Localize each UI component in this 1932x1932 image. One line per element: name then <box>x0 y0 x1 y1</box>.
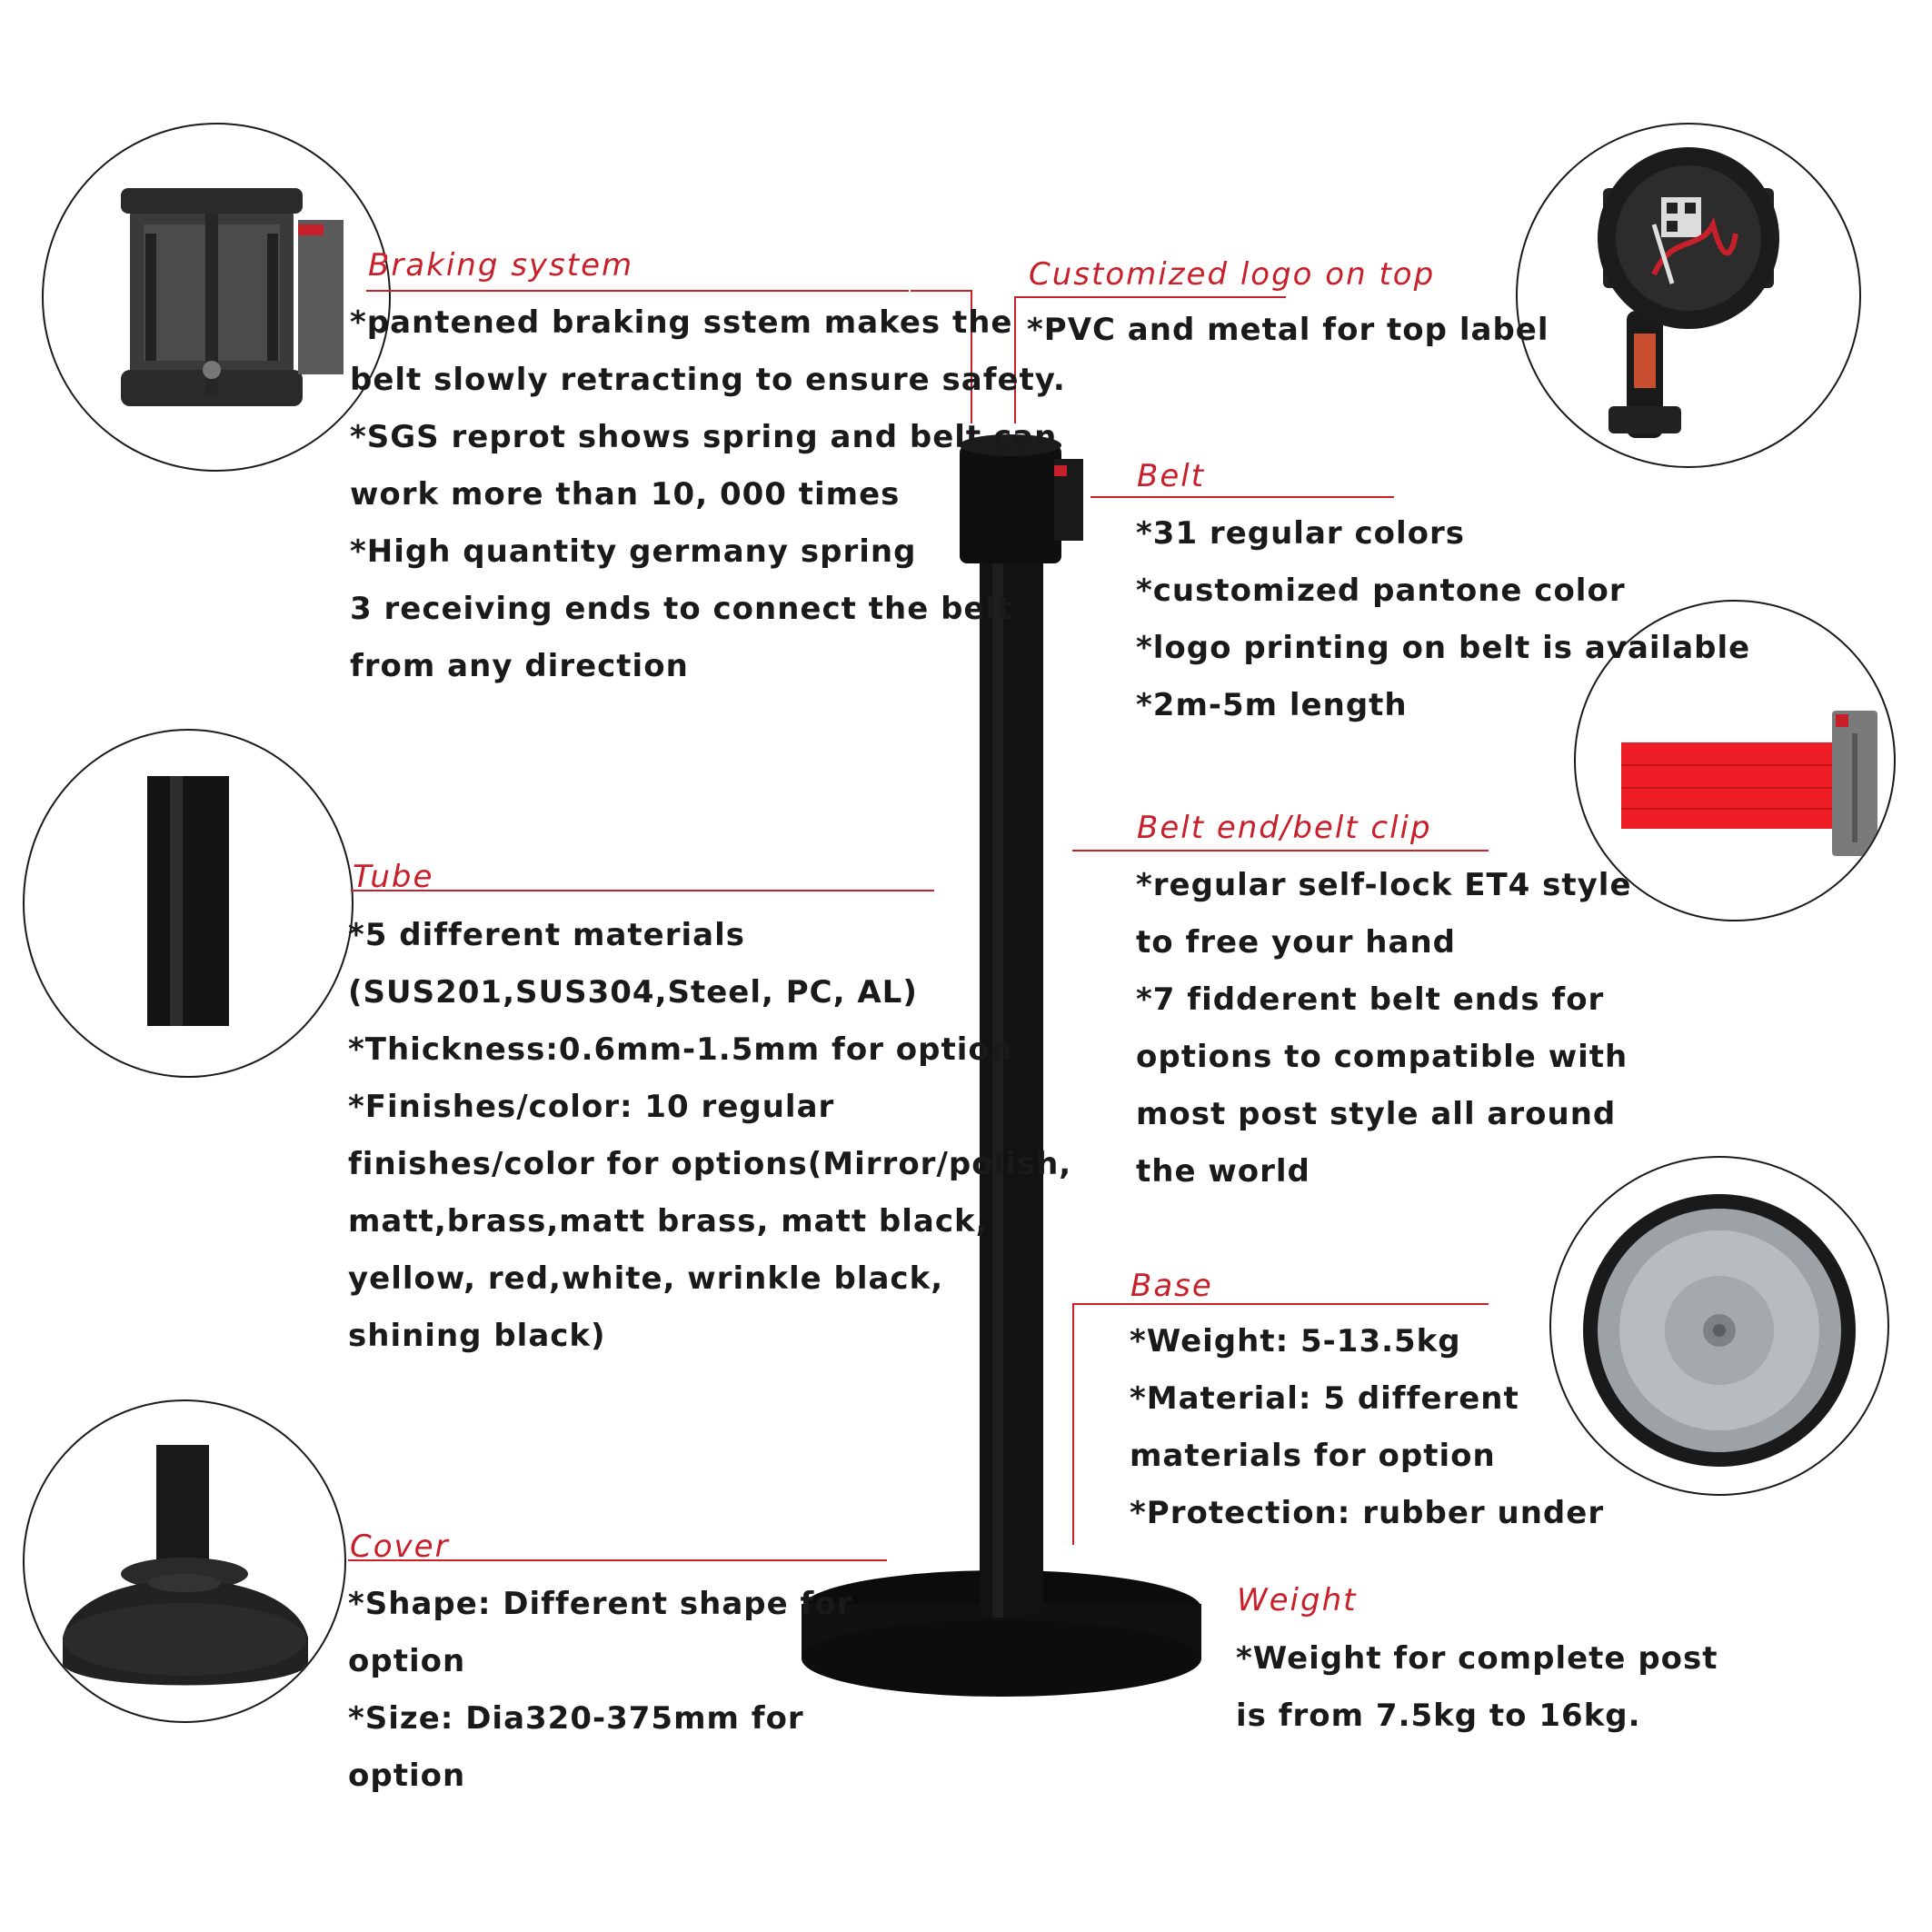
text-line: *Size: Dia320-375mm for <box>348 1700 804 1737</box>
text-line: *7 fidderent belt ends for <box>1136 981 1605 1018</box>
beltend-text <box>1136 857 1632 1200</box>
text-line: *31 regular colors <box>1136 515 1466 552</box>
text-line: *customized pantone color <box>1136 573 1626 609</box>
text-line: *regular self-lock ET4 style <box>1136 867 1632 903</box>
text-line: *Weight for complete post <box>1236 1640 1718 1677</box>
cover-title: Cover <box>350 1529 450 1565</box>
text-line: work more than 10, 000 times <box>350 476 901 513</box>
text-line: *Weight: 5-13.5kg <box>1130 1323 1461 1359</box>
text-line: to free your hand <box>1136 924 1456 961</box>
text-line: *2m-5m length <box>1136 687 1408 723</box>
text-line: *Finishes/color: 10 regular <box>348 1089 835 1125</box>
braking-underline-ext <box>911 290 971 292</box>
text-line: (SUS201,SUS304,Steel, PC, AL) <box>348 974 918 1011</box>
text-line: *logo printing on belt is available <box>1136 630 1751 666</box>
text-line: materials for option <box>1130 1438 1496 1474</box>
text-line: *Shape: Different shape for <box>348 1586 853 1622</box>
text-line: most post style all around <box>1136 1096 1617 1132</box>
text-line: is from 7.5kg to 16kg. <box>1236 1698 1641 1734</box>
text-line: finishes/color for options(Mirror/polish, <box>348 1146 1072 1182</box>
weight-title: Weight <box>1237 1582 1358 1618</box>
tube-title: Tube <box>353 859 434 895</box>
text-line: belt slowly retracting to ensure safety. <box>350 362 1066 398</box>
text-line: matt,brass,matt brass, matt black, <box>348 1203 989 1240</box>
text-line: *pantened braking sstem makes the <box>350 304 1013 341</box>
text-line: from any direction <box>350 648 689 684</box>
beltend-title: Belt end/belt clip <box>1137 810 1432 846</box>
braking-title: Braking system <box>368 247 634 284</box>
text-line: options to compatible with <box>1136 1039 1628 1075</box>
belt-underline <box>1090 496 1394 498</box>
beltend-underline <box>1072 850 1489 851</box>
text-line: *Thickness:0.6mm-1.5mm for option <box>348 1031 1013 1068</box>
logo-title: Customized logo on top <box>1029 256 1436 293</box>
text-line: yellow, red,white, wrinkle black, <box>348 1260 944 1297</box>
text-line: shining black) <box>348 1318 606 1354</box>
base-title: Base <box>1130 1268 1213 1304</box>
tube-text <box>348 907 1071 1365</box>
braking-text <box>350 294 1066 695</box>
text-line: *High quantity germany spring <box>350 533 917 570</box>
braking-underline <box>366 290 909 292</box>
text-line: option <box>348 1758 466 1794</box>
belt-text <box>1136 505 1750 734</box>
logo-text <box>1027 302 1549 359</box>
cover-text <box>348 1576 852 1805</box>
belt-title: Belt <box>1137 458 1206 494</box>
base-text <box>1130 1313 1604 1542</box>
text-line: the world <box>1136 1153 1310 1190</box>
text-line: *SGS reprot shows spring and belt can <box>350 419 1058 455</box>
text-line: *5 different materials <box>348 917 745 953</box>
text-line: *Material: 5 different <box>1130 1380 1519 1417</box>
tube-underline <box>351 890 934 891</box>
text-line: option <box>348 1643 466 1679</box>
text-line: 3 receiving ends to connect the belt <box>350 591 1013 627</box>
weight-text <box>1236 1630 1718 1745</box>
base-leader <box>1072 1303 1074 1545</box>
text-line: *PVC and metal for top label <box>1027 312 1549 348</box>
text-line: *Protection: rubber under <box>1130 1495 1605 1531</box>
